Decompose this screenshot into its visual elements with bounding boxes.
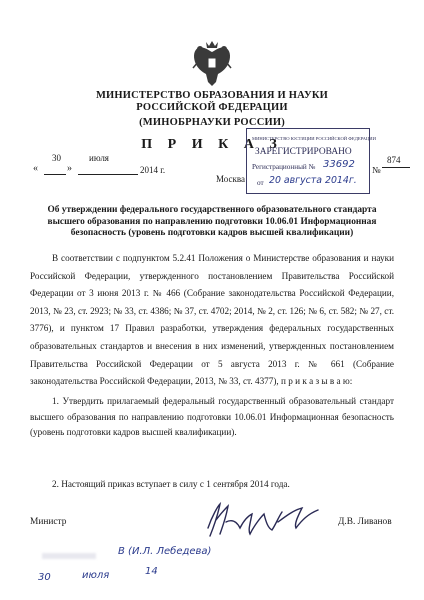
handwritten-note-year: 14 — [145, 566, 158, 577]
title-line-3: безопасность (уровень подготовки кадров высшей квалификации) — [70, 228, 354, 239]
coat-of-arms-emblem-icon — [190, 38, 234, 88]
date-year: 2014 г. — [140, 165, 166, 175]
stamp-org: МИНИСТЕРСТВО ЮСТИЦИИ РОССИЙСКОЙ ФЕДЕРАЦИИ — [252, 136, 376, 141]
ministry-name-line1: МИНИСТЕРСТВО ОБРАЗОВАНИЯ И НАУКИ — [95, 90, 329, 101]
stamp-status: ЗАРЕГИСТРИРОВАНО — [255, 147, 352, 157]
date-open-quote: « — [33, 163, 38, 174]
number-sign: № — [372, 165, 381, 175]
handwritten-note-month: июля — [82, 570, 110, 581]
number-underline — [382, 167, 410, 168]
stamp-reg-number: 33692 — [323, 159, 355, 170]
stamp-date-handwritten: 20 августа 2014г. — [269, 175, 357, 186]
title-line-1: Об утверждении федерального государственного образовательного стандарта — [47, 205, 377, 215]
registration-stamp — [246, 128, 376, 194]
ministry-short-name: (МИНОБРНАУКИ РОССИИ) — [139, 117, 285, 128]
stamp-reg-label: Регистрационный № — [252, 163, 316, 171]
order-item-2: 2. Настоящий приказ вступает в силу с 1 сентября 2014 года. — [52, 479, 290, 489]
handwritten-note-line1: В (И.Л. Лебедева) — [118, 546, 212, 557]
preamble-text: В соответствии с подпунктом 5.2.41 Положения о Министерстве образования и науки Российской Федерации, утвержденного постановлением Правительства Российской Федерации от 3 июня 2013 г. № 466 (Собрание законодательства Российской Федерации, 2013, № 23, ст. 2923; № 33, ст. 4386; № 37, ст. 4702; 2014, № 2, ст. 126; № 6, ст. 582; № 27, ст. 3776), и пунктом 17 Правил разработки, утверждения федеральных государственных образовательных стандартов и внесения в них изменений, утвержденных постановлением Правительства Российской Федерации от 5 августа 2013 г. № 661 (Собрание законодательства Российской Федерации, 2013, № 33, ст. 4377), п р и к а з ы в а ю: — [30, 253, 394, 387]
preamble-paragraph — [30, 250, 394, 391]
date-month: июля — [89, 153, 109, 163]
handwritten-signature — [190, 498, 340, 543]
date-month-underline — [78, 174, 138, 175]
ministry-name-line2: РОССИЙСКОЙ ФЕДЕРАЦИИ — [136, 102, 288, 113]
signatory-position: Министр — [30, 517, 67, 527]
stamp-date-prefix: от — [257, 179, 264, 187]
blurred-note-area — [42, 553, 96, 559]
signatory-name: Д.В. Ливанов — [338, 517, 392, 527]
title-line-2: высшего образования по направлению подготовки 10.06.01 Информационная — [47, 216, 377, 227]
date-day: 30 — [52, 153, 61, 163]
city: Москва — [216, 174, 245, 184]
date-day-underline — [44, 174, 66, 175]
order-item-1: 1. Утвердить прилагаемый федеральный государственный образовательный стандарт высшего образования по направлению подготовки 10.06.01 Информационная безопасность (уровень подготовки кадров высшей квалификации). — [30, 396, 394, 438]
order-number: 874 — [387, 155, 401, 165]
date-close-quote: » — [67, 163, 72, 174]
handwritten-note-day: 30 — [38, 572, 51, 583]
document-title — [30, 205, 394, 240]
document-type-heading: П Р И К А З — [141, 137, 283, 152]
